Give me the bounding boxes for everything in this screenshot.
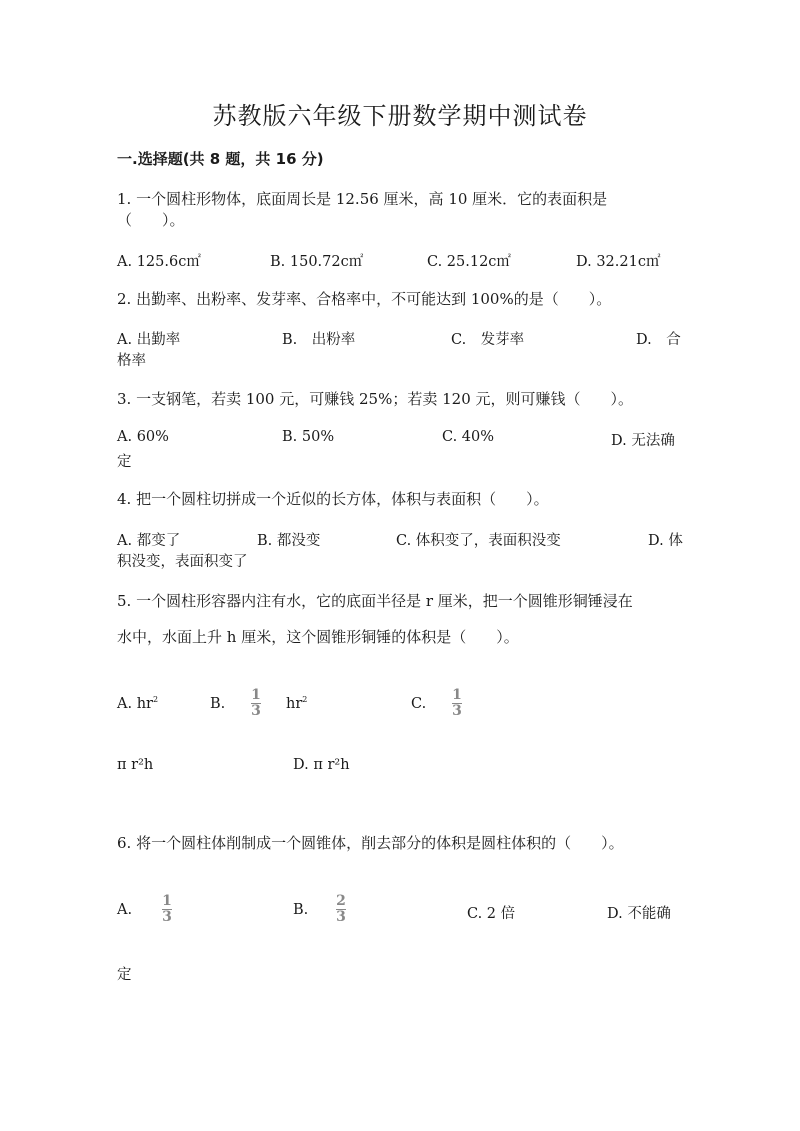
q5-option-d: D. π r²h (293, 757, 350, 773)
question-5-line2: 水中，水面上升 h 厘米，这个圆锥形铜锤的体积是（ ）。 (117, 628, 519, 646)
question-5-line1: 5. 一个圆柱形容器内注有水，它的底面半径是 r 厘米，把一个圆锥形铜锤浸在 (117, 592, 633, 610)
q5-option-b-label: B. (210, 696, 226, 712)
q3-option-a: A. 60% (117, 429, 169, 445)
q4-option-b: B. 都没变 (257, 533, 321, 549)
q2-option-d: D. 合 (636, 332, 681, 348)
question-1-line2: （ ）。 (117, 211, 185, 229)
question-2: 2. 出勤率、出粉率、发芽率、合格率中，不可能达到 100%的是（ ）。 (117, 290, 612, 308)
q2-option-c: C. 发芽率 (451, 332, 525, 348)
q1-option-c: C. 25.12c㎡ (427, 254, 511, 270)
q6-option-d: D. 不能确 (607, 906, 671, 922)
section-heading: 一.选择题(共 8 题，共 16 分) (117, 150, 324, 168)
q4-option-d-wrap: 积没变，表面积变了 (117, 554, 248, 570)
q6-option-c: C. 2 倍 (467, 906, 516, 922)
q5-option-a: A. $hr^2$ (117, 695, 159, 712)
question-6: 6. 将一个圆柱体削制成一个圆锥体，削去部分的体积是圆柱体积的（ ）。 (117, 834, 624, 852)
page-title: 苏教版六年级下册数学期中测试卷 (212, 102, 588, 130)
fraction-numerator: 1 (452, 687, 462, 703)
q6-option-d-wrap: 定 (117, 967, 132, 983)
q6-option-b-label: B. (293, 902, 309, 918)
fraction-numerator: 2 (336, 893, 346, 909)
q6-option-a-label: A. (117, 902, 133, 918)
q3-option-d-wrap: 定 (117, 454, 132, 470)
q5-fraction-c (450, 688, 464, 719)
q1-option-b: B. 150.72c㎡ (270, 254, 364, 270)
q5-option-b-tail-text: hr (286, 696, 303, 712)
q3-option-d: D. 无法确 (611, 433, 675, 449)
q2-option-b: B. 出粉率 (282, 332, 356, 348)
fraction-numerator: 1 (162, 893, 172, 909)
q1-option-d: D. 32.21c㎡ (576, 254, 661, 270)
q5-option-c-label: C. (411, 696, 427, 712)
q5-option-b-tail: $hr^2$ (286, 695, 308, 712)
q5-option-a-text: A. hr (117, 696, 153, 712)
fraction-denominator: 3 (251, 703, 261, 719)
q5-option-c-tail: π r²h (117, 757, 154, 773)
q6-fraction-b (334, 894, 348, 925)
question-1-line1: 1. 一个圆柱形物体，底面周长是 12.56 厘米，高 10 厘米．它的表面积是 (117, 190, 608, 208)
q3-option-b: B. 50% (282, 429, 335, 445)
fraction-denominator: 3 (452, 703, 462, 719)
q4-option-a: A. 都变了 (117, 533, 181, 549)
q6-fraction-a (160, 894, 174, 925)
fraction-denominator: 3 (336, 909, 346, 925)
q3-option-c: C. 40% (442, 429, 495, 445)
question-3: 3. 一支钢笔，若卖 100 元，可赚钱 25%；若卖 120 元，则可赚钱（ ）。 (117, 390, 634, 408)
q1-option-a: A. 125.6c㎡ (117, 254, 201, 270)
q2-option-a: A. 出勤率 (117, 332, 181, 348)
q4-option-c: C. 体积变了，表面积没变 (396, 533, 561, 549)
fraction-denominator: 3 (162, 909, 172, 925)
q4-option-d: D. 体 (648, 533, 683, 549)
q5-fraction-b (249, 688, 263, 719)
q2-option-d-wrap: 格率 (117, 353, 146, 369)
fraction-numerator: 1 (251, 687, 261, 703)
question-4: 4. 把一个圆柱切拼成一个近似的长方体，体积与表面积（ ）。 (117, 490, 549, 508)
